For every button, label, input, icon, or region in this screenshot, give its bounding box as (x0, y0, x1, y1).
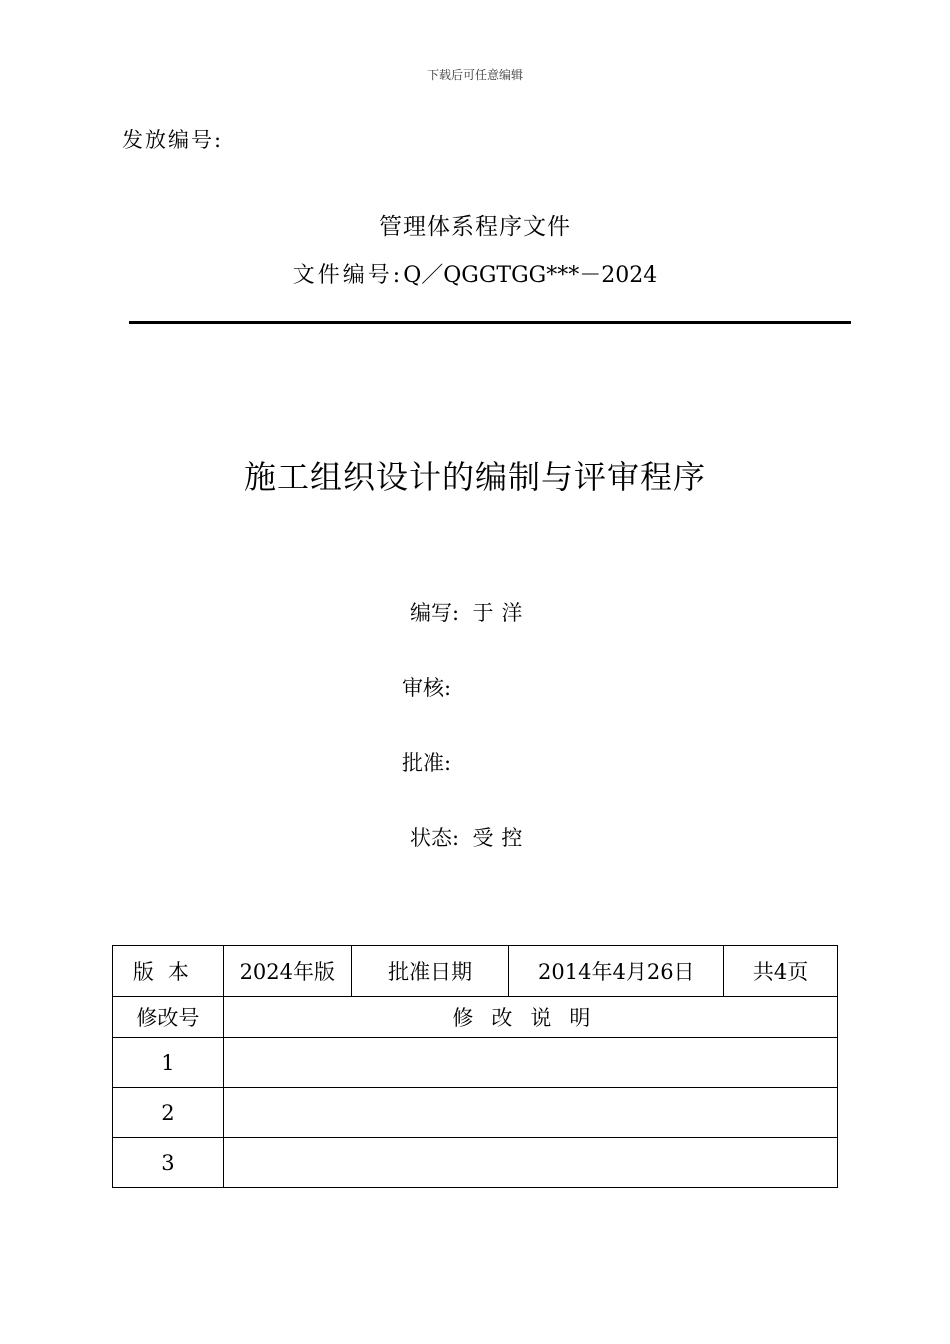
revision-number-cell: 3 (113, 1138, 224, 1188)
approval-date-cell: 2014年4月26日 (509, 946, 724, 997)
revision-description-cell (223, 1088, 837, 1138)
header-note: 下载后可任意编辑 (426, 68, 523, 82)
table-row (113, 1088, 838, 1138)
header-divider (129, 321, 851, 324)
document-code-label: 文件编号: (292, 263, 404, 288)
revision-number-cell: 1 (113, 1038, 224, 1088)
revision-number-cell: 2 (113, 1088, 224, 1138)
revision-description-header: 修改说明 (223, 997, 837, 1038)
revision-number-header: 修改号 (113, 997, 224, 1038)
status-value: 受控 (472, 826, 531, 850)
approver-label: 批准: (402, 751, 452, 775)
table-row (113, 1038, 838, 1088)
status-label: 状态: (410, 826, 460, 850)
author-label: 编写: (410, 601, 460, 625)
issue-number-label: 发放编号: (122, 128, 224, 152)
version-label-cell: 版本 (113, 946, 224, 997)
system-title: 管理体系程序文件 (379, 214, 571, 240)
document-title: 施工组织设计的编制与评审程序 (243, 458, 706, 496)
version-cell: 2024年版 (223, 946, 351, 997)
document-code-value: Q／QGGTGG***－2024 (403, 263, 658, 288)
reviewer-label: 审核: (402, 676, 452, 700)
revision-description-cell (223, 1138, 837, 1188)
document-code (0, 258, 950, 289)
author-value: 于洋 (472, 601, 531, 625)
table-row (113, 997, 838, 1038)
table-row (113, 946, 838, 997)
page-count-cell: 共4页 (724, 946, 838, 997)
table-row (113, 1138, 838, 1188)
author-line (410, 597, 530, 627)
revision-description-cell (223, 1038, 837, 1088)
approval-date-label-cell: 批准日期 (351, 946, 509, 997)
approver-line (402, 747, 451, 777)
status-line (410, 822, 530, 852)
revision-table (112, 945, 838, 1188)
reviewer-line (402, 672, 451, 702)
